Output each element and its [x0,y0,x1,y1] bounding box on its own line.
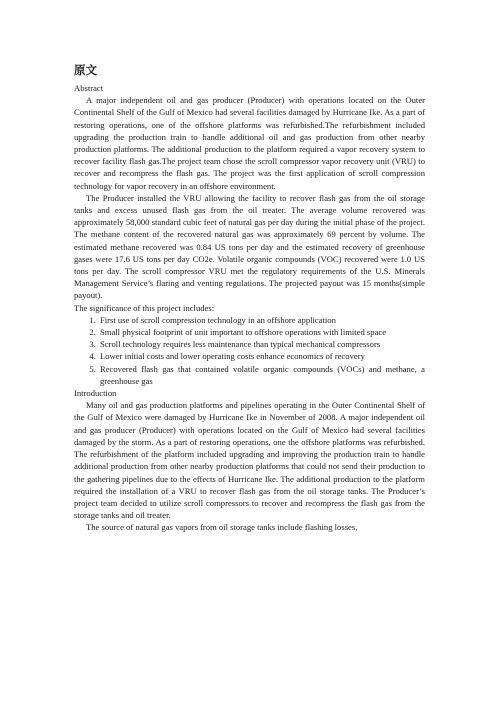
significance-item-5: 5. Recovered flash gas that contained volatile organic compounds (VOCs) and methane, a greenhouse gas [98,363,425,387]
document-page [74,62,425,534]
significance-item-2: 2. Small physical footprint of unit important to offshore operations with limited space [98,326,425,338]
introduction-label: Introduction [74,388,117,399]
significance-item-1: 1. First use of scroll compression technology in an offshore application [98,314,425,326]
significance-item-3: 3. Scroll technology requires less maintenance than typical mechanical compressors [98,338,425,350]
abstract-paragraph-1: A major independent oil and gas producer (Producer) with operations located on the Outer Continental Shelf of the Gulf of Mexico had several facilities damaged by Hurricane Ike. As a part of restoring operations, one of the offshore platforms was refurbished.The refurbishment included upgrading the production train to handle additional oil and gas production from other nearby production platforms. The additional production to the platform required a vapor recovery system to recover facility flash gas.The project team chose the scroll compressor vapor recovery unit (VRU) to recover and recompress the flash gas. The project was the first application of scroll compression technology for vapor recovery in an offshore environment. [74,95,425,191]
introduction-paragraph-1: Many oil and gas production platforms and pipelines operating in the Outer Continental Shelf of the Gulf of Mexico were damaged by Hurricane Ike in November of 2008. A major independent oil and gas producer (Producer) with operations located on the Gulf of Mexico had several facilities damaged by the storm. As a part of restoring operations, one the offshore platforms was refurbished. The refurbishment of the platform included upgrading and improving the production train to handle additional production from other nearby production platforms that could not send their production to the gathering pipelines due to the effects of Hurricane Ike. The additional production to the platform required the installation of a VRU to recover flash gas from the oil storage tanks. The Producer’s project team decided to utilize scroll compressors to recover and recompress the flash gas from the storage tanks and oil treater. [74,400,425,521]
document-heading: 原文 [74,63,97,77]
abstract-paragraph-2: The Producer installed the VRU allowing the facility to recover flash gas from the oil storage tanks and excess unused flash gas from the oil treater. The average volume recovered was approximately 58,000 standard cubic feet of natural gas per day during the initial phase of the project. The methane content of the recovered natural gas was approximately 69 percent by volume. The estimated methane recovered was 0.84 US tons per day and the estimated recovery of greenhouse gases were 17.6 US tons per day CO2e. Volatile organic compounds (VOC) recovered were 1.0 US tons per day. The scroll compressor VRU met the regulatory requirements of the U.S. Minerals Management Service’s flaring and venting regulations. The projected payout was 15 months(simple payout). [74,192,425,301]
significance-list [74,314,425,387]
significance-item-4: 4. Lower initial costs and lower operating costs enhance economics of recovery [98,350,425,362]
abstract-label: Abstract [74,83,104,93]
significance-intro: The significance of this project includes: [74,302,215,313]
introduction-paragraph-2: The source of natural gas vapors from oil storage tanks include flashing losses, [86,522,358,533]
